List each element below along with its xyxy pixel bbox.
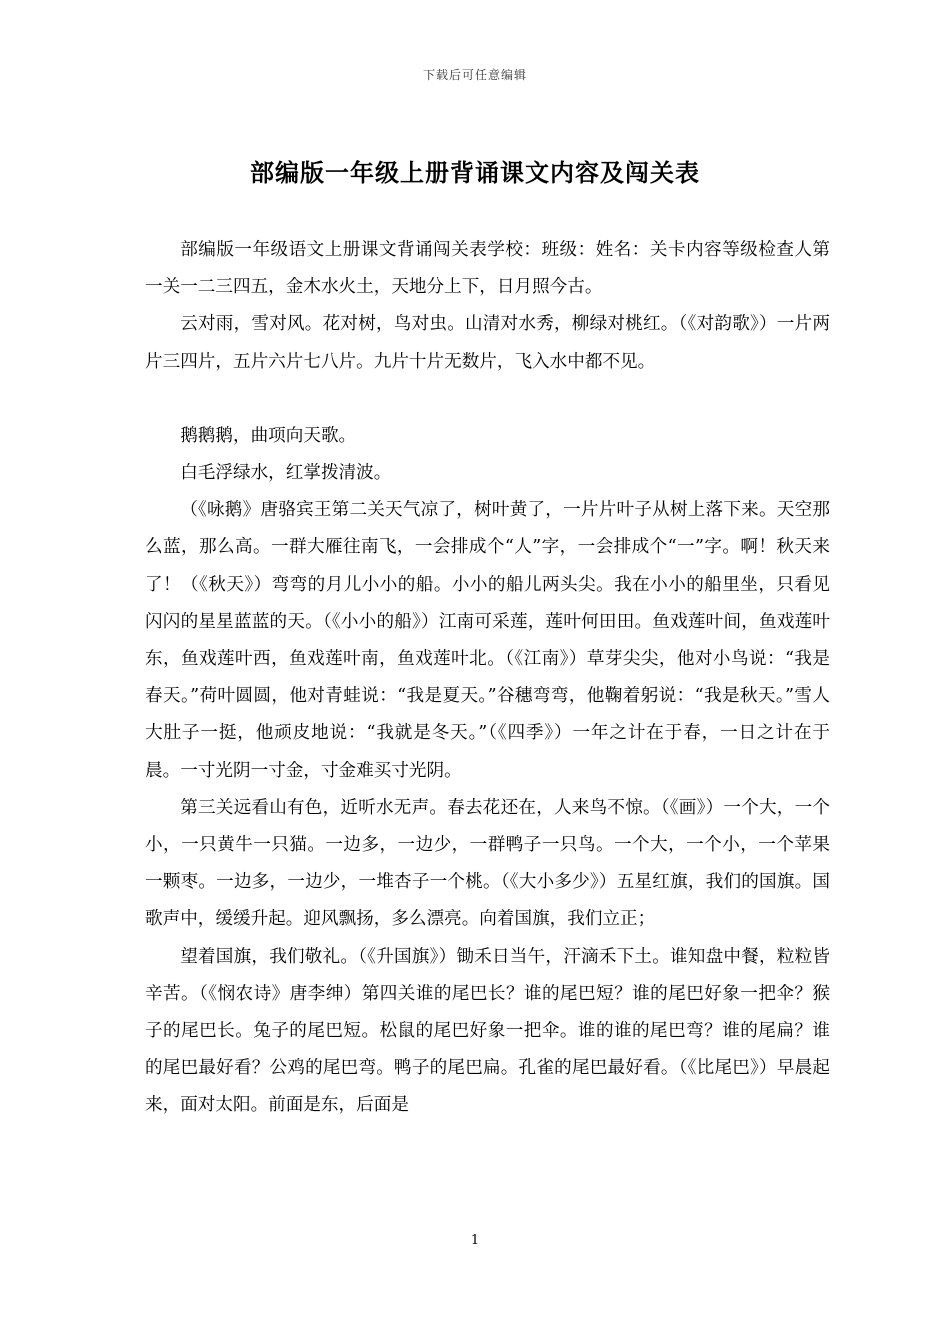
paragraph-duiyunge: 云对雨，雪对风。花对树，鸟对虫。山清对水秀，柳绿对桃红。（《对韵歌》）一片两片三四片，五片六片七八片。九片十片无数片，飞入水中都不见。 (145, 314, 830, 372)
document-title: 部编版一年级上册背诵课文内容及闯关表 (250, 158, 700, 187)
paragraph-level-two: （《咏鹅》唐骆宾王第二关天气凉了，树叶黄了，一片片叶子从树上落下来。天空那么蓝，那么高。一群大雁往南飞，一会排成个“人”字，一会排成个“一”字。啊！秋天来了！（《秋天》）弯弯的月儿小小的船。小小的船儿两头尖。我在小小的船里坐，只看见闪闪的星星蓝蓝的天。（《小小的船》）江南可采莲，莲叶何田田。鱼戏莲叶间，鱼戏莲叶东，鱼戏莲叶西，鱼戏莲叶南，鱼戏莲叶北。（《江南》）草芽尖尖，他对小鸟说：“我是春天。”荷叶圆圆，他对青蛙说：“我是夏天。”谷穗弯弯，他鞠着躬说：“我是秋天。”雪人大肚子一挺，他顽皮地说：“我就是冬天。”（《四季》）一年之计在于春，一日之计在于晨。一寸光阴一寸金，寸金难买寸光阴。 (145, 500, 830, 781)
paragraph-level-four: 望着国旗，我们敬礼。（《升国旗》）锄禾日当午，汗滴禾下土。谁知盘中餐，粒粒皆辛苦。（《悯农诗》唐李绅）第四关谁的尾巴长？谁的尾巴短？谁的尾巴好象一把伞？猴子的尾巴长。兔子的尾巴短。松鼠的尾巴好象一把伞。谁的谁的尾巴弯？谁的尾扁？谁的尾巴最好看？公鸡的尾巴弯。鸭子的尾巴扁。孔雀的尾巴最好看。（《比尾巴》）早晨起来，面对太阳。前面是东，后面是 (145, 946, 830, 1116)
document-body (145, 232, 830, 1125)
paragraph-yonge-line2: 白毛浮绿水，红掌拨清波。 (180, 463, 392, 484)
paragraph-level-three: 第三关远看山有色，近听水无声。春去花还在，人来鸟不惊。（《画》）一个大，一个小，一只黄牛一只猫。一边多，一边少，一群鸭子一只鸟。一个大，一个小，一个苹果一颗枣。一边多，一边少，一堆杏子一个桃。（《大小多少》）五星红旗，我们的国旗。国歌声中，缓缓升起。迎风飘扬，多么漂亮。向着国旗，我们立正； (145, 797, 830, 930)
page-header-note: 下载后可任意编辑 (422, 68, 527, 82)
page-number: 1 (470, 1233, 480, 1248)
paragraph-yonge-line1: 鹅鹅鹅，曲项向天歌。 (180, 425, 357, 446)
paragraph-intro: 部编版一年级语文上册课文背诵闯关表学校：班级：姓名：关卡内容等级检查人第一关一二三四五，金木水火土，天地分上下，日月照今古。 (145, 240, 830, 298)
